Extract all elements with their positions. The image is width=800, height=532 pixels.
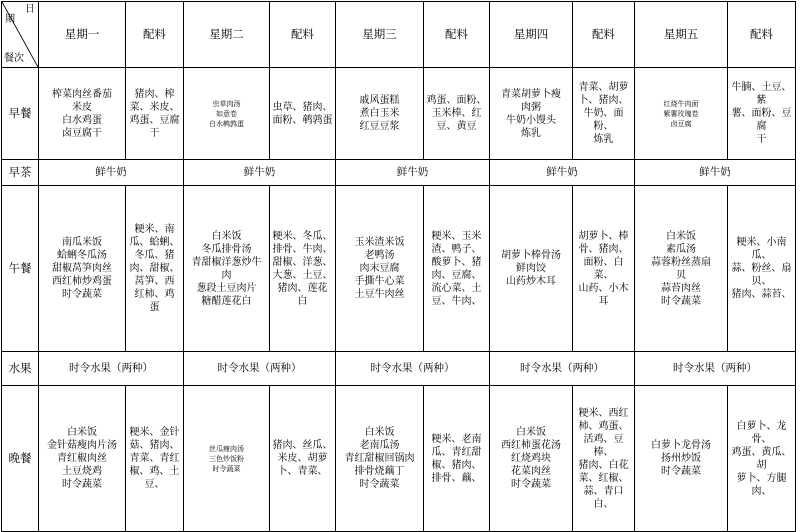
fruit-row (2, 352, 796, 386)
breakfast-ing-fri: 牛腩、土豆、紫 薯、面粉、豆腐 干 (728, 68, 796, 160)
ingredients-header-fri: 配料 (728, 2, 796, 68)
dinner-dish-wed: 白米饭 老南瓜汤 青红甜椒回锅肉 排骨烧藕丁 时令蔬菜 (336, 386, 424, 532)
morning-tea-row (2, 160, 796, 186)
dinner-dish-tue: 丝瓜瘦肉汤 三色炒饭粉 时令蔬菜 (184, 386, 270, 532)
breakfast-dish-tue: 虫草肉汤 如意卷 白水鹌鹑蛋 (184, 68, 270, 160)
day-header-mon: 星期一 (39, 2, 126, 68)
breakfast-dish-mon: 榨菜肉丝番茄 米皮 白水鸡蛋 卤豆腐干 (39, 68, 126, 160)
lunch-row (2, 186, 796, 352)
ingredients-header-wed: 配料 (424, 2, 490, 68)
meal-label-fruit: 水果 (2, 352, 39, 386)
day-header-tue: 星期二 (184, 2, 270, 68)
dinner-ing-fri: 白萝卜、龙骨、 鸡蛋、黄瓜、胡 萝卜、方腿肉、 (728, 386, 796, 532)
corner-meal-label: 餐次 (4, 53, 24, 64)
lunch-dish-wed: 玉米渣米饭 老鸭汤 肉末豆腐 手撕牛心菜 土豆牛肉丝 (336, 186, 424, 352)
day-header-fri: 星期五 (635, 2, 728, 68)
corner-date-label-2: 期 (5, 14, 15, 25)
lunch-dish-tue: 白米饭 冬瓜排骨汤 青甜椒洋葱炒牛 肉 葱段土豆肉片 糖醋莲花白 (184, 186, 270, 352)
dinner-row (2, 386, 796, 532)
morning-tea-mon: 鲜牛奶 (39, 160, 184, 186)
dinner-ing-tue: 猪肉、丝瓜、 米皮、胡萝 卜、青菜、 (270, 386, 336, 532)
header-row (2, 2, 796, 68)
breakfast-ing-tue: 虫草、猪肉、 面粉、鹌鹑蛋 (270, 68, 336, 160)
meal-label-dinner: 晚餐 (2, 386, 39, 532)
dinner-ing-thu: 粳米、西红 柿、鸡蛋、 活鸡、豆棒、 猪肉、白花 菜、红椒、 蒜、青口白、 (573, 386, 635, 532)
ingredients-header-thu: 配料 (573, 2, 635, 68)
ingredients-header-mon: 配料 (126, 2, 184, 68)
dinner-dish-thu: 白米饭 西红柿蛋花汤 红烧鸡块 花菜肉丝 时令蔬菜 (490, 386, 573, 532)
ingredients-header-tue: 配料 (270, 2, 336, 68)
lunch-ing-tue: 粳米、冬瓜、 排骨、牛肉、 甜椒、洋葱、 大葱、土豆、 猪肉、莲花 白 (270, 186, 336, 352)
corner-date-label: 日 (25, 4, 35, 15)
lunch-dish-fri: 白米饭 素瓜汤 蒜蓉粉丝蒸扇 贝 蒜苔肉丝 时令蔬菜 (635, 186, 728, 352)
fruit-fri: 时令水果（两种） (635, 352, 796, 386)
breakfast-dish-fri: 红烧牛肉面 紫薯玫瑰卷 卤豆腐 (635, 68, 728, 160)
breakfast-dish-thu: 青菜胡萝卜瘦 肉粥 牛奶小馒头 炼乳 (490, 68, 573, 160)
dinner-dish-mon: 白米饭 金针菇瘦肉片汤 青红椒肉丝 土豆烧鸡 时令蔬菜 (39, 386, 126, 532)
meal-label-breakfast: 早餐 (2, 68, 39, 160)
lunch-ing-thu: 胡萝卜、棒 骨、猪肉、 面粉、白菜、 山药、小木 耳 (573, 186, 635, 352)
morning-tea-thu: 鲜牛奶 (490, 160, 635, 186)
meal-label-lunch: 午餐 (2, 186, 39, 352)
lunch-ing-fri: 粳米、小南瓜、 蒜、粉丝、扇贝、 猪肉、蒜苔、 (728, 186, 796, 352)
breakfast-ing-thu: 青菜、胡萝 卜、猪肉、 牛奶、面粉、 炼乳 (573, 68, 635, 160)
breakfast-row (2, 68, 796, 160)
morning-tea-tue: 鲜牛奶 (184, 160, 336, 186)
lunch-ing-mon: 粳米、南 瓜、蛤蜊、 冬瓜、猪 肉、甜椒、 莴笋、西 红柿、鸡 蛋 (126, 186, 184, 352)
meal-label-morning-tea: 早茶 (2, 160, 39, 186)
day-header-thu: 星期四 (490, 2, 573, 68)
morning-tea-wed: 鲜牛奶 (336, 160, 490, 186)
breakfast-ing-wed: 鸡蛋、面粉、 玉米棒、红 豆、黄豆 (424, 68, 490, 160)
breakfast-dish-wed: 戚风蛋糕 煮白玉米 红豆豆浆 (336, 68, 424, 160)
fruit-mon: 时令水果（两种） (39, 352, 184, 386)
corner-cell (2, 2, 39, 68)
morning-tea-fri: 鲜牛奶 (635, 160, 796, 186)
lunch-ing-wed: 粳米、玉米 渣、鸭子、 酸萝卜、猪 肉、豆腐、 流心菜、土 豆、牛肉、 (424, 186, 490, 352)
day-header-wed: 星期三 (336, 2, 424, 68)
fruit-tue: 时令水果（两种） (184, 352, 336, 386)
breakfast-ing-mon: 猪肉、榨 菜、米皮、 鸡蛋、豆腐 干 (126, 68, 184, 160)
lunch-dish-mon: 南瓜米饭 蛤蜊冬瓜汤 甜椒莴笋肉丝 西红柿炒鸡蛋 时令蔬菜 (39, 186, 126, 352)
dinner-dish-fri: 白萝卜龙骨汤 扬州炒饭 时令蔬菜 (635, 386, 728, 532)
dinner-ing-wed: 粳米、老南 瓜、青红甜 椒、猪肉、 排骨、藕、 (424, 386, 490, 532)
weekly-menu-table (1, 1, 796, 532)
fruit-wed: 时令水果（两种） (336, 352, 490, 386)
lunch-dish-thu: 胡萝卜棒骨汤 鲜肉饺 山药炒木耳 (490, 186, 573, 352)
fruit-thu: 时令水果（两种） (490, 352, 635, 386)
dinner-ing-mon: 粳米、金针 菇、猪肉、 青菜、青红 椒、鸡、土 豆、 (126, 386, 184, 532)
